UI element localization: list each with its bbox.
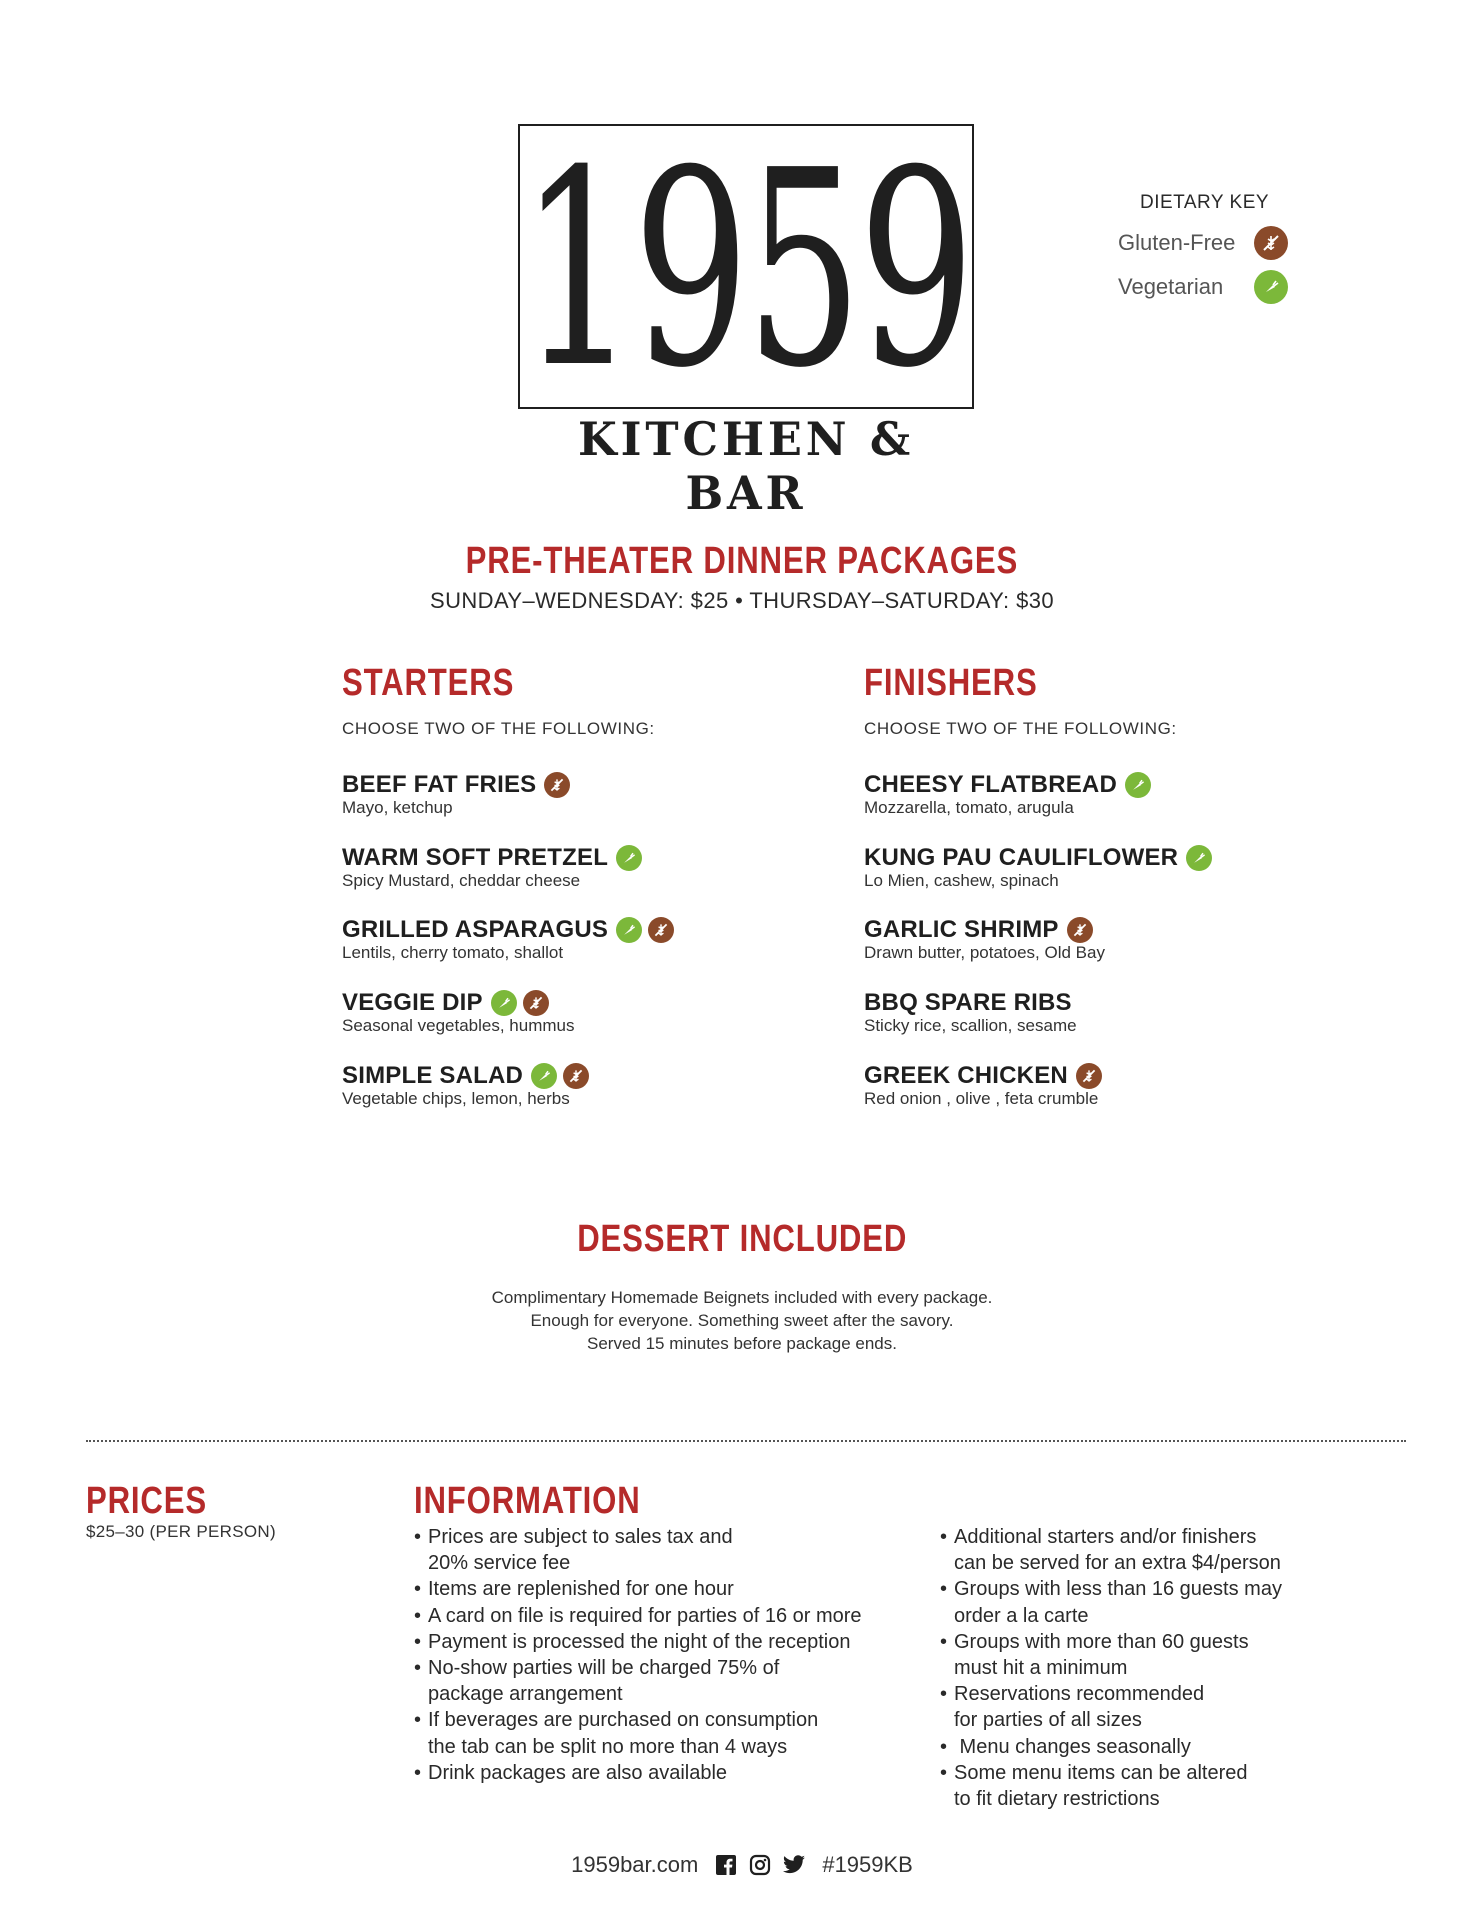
packages-title-wrap [0, 540, 1484, 583]
prices-title: PRICES [86, 1480, 207, 1522]
dessert-line: Served 15 minutes before package ends. [587, 1334, 897, 1353]
vegetarian-icon [1125, 772, 1151, 798]
menu-item-name: GARLIC SHRIMP [864, 916, 1059, 943]
information-list-right [940, 1524, 1360, 1812]
information-item: • Items are replenished for one hour [414, 1576, 934, 1602]
menu-item [864, 915, 1334, 963]
gluten-free-icon [1076, 1063, 1102, 1089]
menu-item-name: GRILLED ASPARAGUS [342, 916, 609, 943]
menu-item [864, 1061, 1334, 1109]
menu-item-name: BBQ SPARE RIBS [864, 989, 1072, 1016]
instagram-icon[interactable] [748, 1853, 772, 1877]
section-divider [86, 1440, 1406, 1442]
dietary-key-gluten-free [1118, 226, 1288, 260]
information-item: • A card on file is required for parties of 16 or more [414, 1603, 934, 1629]
vegetarian-icon [1186, 845, 1212, 871]
menu-item [342, 988, 812, 1036]
dessert-title-wrap [0, 1218, 1484, 1261]
information-item: • Payment is processed the night of the reception [414, 1629, 934, 1655]
gluten-free-icon [648, 917, 674, 943]
menu-item-description: Mayo, ketchup [342, 798, 453, 817]
packages-title: PRE-THEATER DINNER PACKAGES [465, 540, 1019, 582]
menu-item-name-row [864, 843, 1334, 873]
gluten-free-icon [563, 1063, 589, 1089]
gluten-free-icon [1254, 226, 1288, 260]
menu-item [342, 915, 812, 963]
information-item: • No-show parties will be charged 75% of package arrangement [414, 1655, 934, 1707]
information-item: • Drink packages are also available [414, 1760, 934, 1786]
website-link[interactable]: 1959bar.com [571, 1852, 699, 1877]
menu-item-description: Seasonal vegetables, hummus [342, 1016, 575, 1035]
dietary-key-vegetarian [1118, 270, 1288, 304]
menu-item-name-row [342, 843, 812, 873]
menu-item-name-row [342, 770, 812, 800]
twitter-icon[interactable] [782, 1853, 806, 1877]
menu-item-name-row [342, 1061, 812, 1091]
menu-item-description: Red onion , olive , feta crumble [864, 1089, 1099, 1108]
dietary-key-label: Gluten-Free [1118, 230, 1236, 255]
logo-number: 1959 [520, 111, 972, 427]
menu-item-description: Spicy Mustard, cheddar cheese [342, 871, 581, 890]
menu-item-name-row [864, 988, 1334, 1018]
menu-item-name: GREEK CHICKEN [864, 1062, 1068, 1089]
menu-item [342, 770, 812, 818]
dessert-title: DESSERT INCLUDED [577, 1218, 907, 1260]
information-title: INFORMATION [414, 1480, 641, 1522]
menu-item-name-row [864, 770, 1334, 800]
menu-item-name: SIMPLE SALAD [342, 1062, 524, 1089]
menu-item-name-row [342, 988, 812, 1018]
finishers-title: FINISHERS [864, 662, 1038, 704]
vegetarian-icon [616, 845, 642, 871]
information-item: • Menu changes seasonally [940, 1734, 1360, 1760]
footer [0, 1852, 1484, 1878]
facebook-icon[interactable] [714, 1853, 738, 1877]
menu-item-name-row [864, 1061, 1334, 1091]
menu-item [342, 1061, 812, 1109]
logo [518, 111, 974, 427]
dietary-key-label: Vegetarian [1118, 274, 1224, 299]
menu-item [864, 988, 1334, 1036]
menu-item-name: VEGGIE DIP [342, 989, 483, 1016]
menu-item-description: Lo Mien, cashew, spinach [864, 871, 1059, 890]
menu-item-description: Drawn butter, potatoes, Old Bay [864, 943, 1105, 962]
starters-title: STARTERS [342, 662, 515, 704]
information-item: • Reservations recommended for parties of all sizes [940, 1681, 1360, 1733]
information-list-left [414, 1524, 934, 1786]
packages-pricing: SUNDAY–WEDNESDAY: $25 • THURSDAY–SATURDAY: $30 [430, 588, 1054, 613]
information-item: • Prices are subject to sales tax and 20% service fee [414, 1524, 934, 1576]
gluten-free-icon [1067, 917, 1093, 943]
menu-item [342, 843, 812, 891]
dessert-line: Complimentary Homemade Beignets included with every package. [491, 1288, 993, 1307]
menu-item-name: CHEESY FLATBREAD [864, 771, 1117, 798]
menu-item [864, 770, 1334, 818]
dessert-description [0, 1286, 1484, 1355]
information-item: • Some menu items can be altered to fit dietary restrictions [940, 1760, 1360, 1812]
menu-item-description: Vegetable chips, lemon, herbs [342, 1089, 570, 1108]
menu-item-name: BEEF FAT FRIES [342, 771, 537, 798]
menu-item-description: Mozzarella, tomato, arugula [864, 798, 1074, 817]
menu-item-description: Lentils, cherry tomato, shallot [342, 943, 564, 962]
vegetarian-icon [491, 990, 517, 1016]
menu-item-name: KUNG PAU CAULIFLOWER [864, 844, 1179, 871]
menu-item-description: Sticky rice, scallion, sesame [864, 1016, 1077, 1035]
finishers-instruction: CHOOSE TWO OF THE FOLLOWING: [864, 719, 1177, 738]
gluten-free-icon [544, 772, 570, 798]
prices-value: $25–30 (PER PERSON) [86, 1522, 276, 1541]
dessert-line: Enough for everyone. Something sweet after the savory. [530, 1311, 954, 1330]
menu-item-name: WARM SOFT PRETZEL [342, 844, 609, 871]
information-item: • Groups with less than 16 guests may order a la carte [940, 1576, 1360, 1628]
information-item: • If beverages are purchased on consumption the tab can be split no more than 4 ways [414, 1707, 934, 1759]
logo-subtitle: KITCHEN & BAR [577, 412, 915, 520]
vegetarian-icon [1254, 270, 1288, 304]
vegetarian-icon [531, 1063, 557, 1089]
gluten-free-icon [523, 990, 549, 1016]
information-item: • Additional starters and/or finishers can be served for an extra $4/person [940, 1524, 1360, 1576]
starters-instruction: CHOOSE TWO OF THE FOLLOWING: [342, 719, 655, 738]
menu-item-name-row [864, 915, 1334, 945]
hashtag: #1959KB [822, 1852, 913, 1877]
vegetarian-icon [616, 917, 642, 943]
menu-item [864, 843, 1334, 891]
menu-item-name-row [342, 915, 812, 945]
information-item: • Groups with more than 60 guests must hit a minimum [940, 1629, 1360, 1681]
dietary-key-title: DIETARY KEY [1140, 192, 1270, 213]
